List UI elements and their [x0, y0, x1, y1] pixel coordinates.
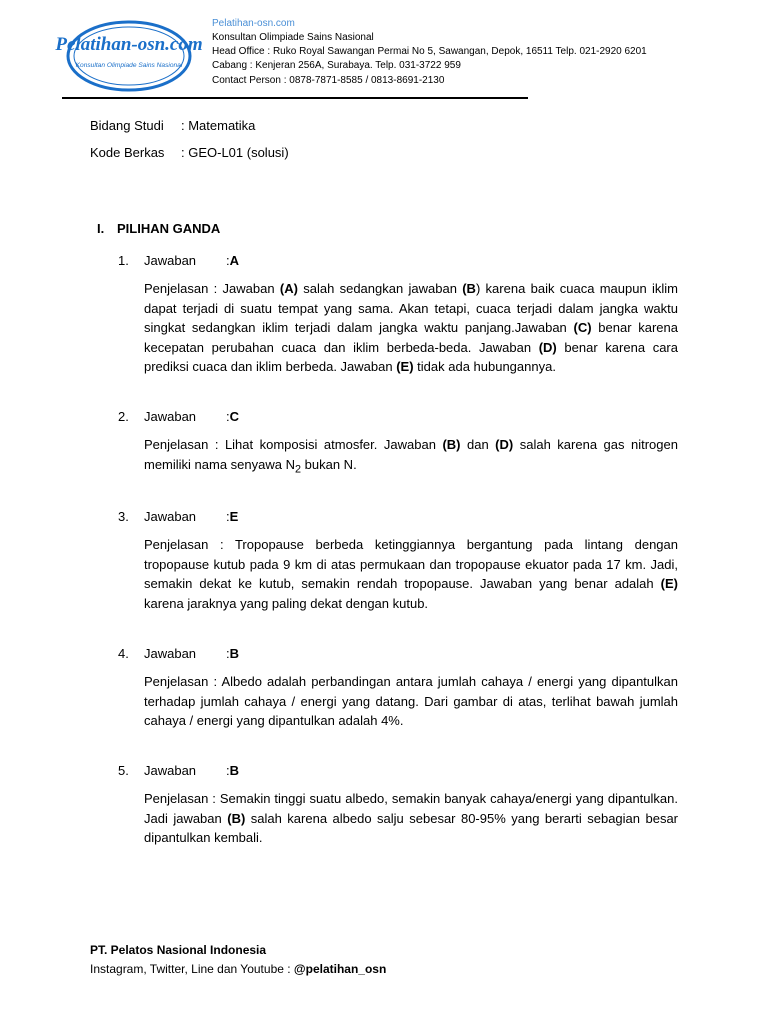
subject-value: : Matematika — [181, 118, 256, 133]
option-ref: (B) — [442, 437, 461, 452]
footer-social-handle: @pelatihan_osn — [293, 962, 387, 976]
explanation-text: tidak ada hubungannya. — [413, 359, 556, 374]
explanation-text: : Jawaban — [213, 281, 280, 296]
answer-value: E — [229, 509, 239, 524]
footer-social-prefix: Instagram, Twitter, Line dan Youtube : — [90, 962, 294, 976]
answer-colon: : — [226, 253, 230, 268]
svg-text:Pelatihan-osn.com: Pelatihan-osn.com — [55, 34, 203, 55]
explanation — [144, 789, 678, 848]
answer-label: Jawaban — [144, 253, 197, 268]
footer-social — [90, 962, 386, 974]
footer-company: PT. Pelatos Nasional Indonesia — [90, 943, 267, 957]
answer-label: Jawaban — [144, 646, 197, 661]
subject-row — [90, 118, 255, 134]
explanation-label: Penjelasan — [144, 437, 209, 452]
explanation-text: : Tropopause berbeda ketinggiannya bergantung pada lintang dengan tropopause kutub pada 9 km di atas permukaan dan tropopause ekuator pada 17 km. Jadi, semakin dekat ke kutub, semakin rendah tropopause. Jawaban yang benar adalah — [144, 537, 678, 591]
answer-row — [118, 253, 678, 269]
question-number: 2. — [118, 409, 129, 424]
header-divider — [62, 97, 528, 99]
answer-value: C — [229, 409, 240, 424]
answer-row — [118, 646, 678, 662]
option-ref: (D) — [538, 339, 557, 355]
header-line-4: Contact Person : 0878-7871-8585 / 0813-8691-2130 — [212, 75, 445, 86]
answer-colon: : — [226, 763, 230, 778]
explanation-text: ) karena baik cuaca maupun iklim dapat terjadi di suatu tempat yang sama. Akan tetapi, cuaca terjadi dalam jangka waktu singkat sedangkan iklim terjadi dalam jangka waktu panjang.Jawaban — [144, 281, 678, 335]
option-ref: (A) — [279, 281, 298, 296]
svg-text:Konsultan Olimpiade Sains Nasi: Konsultan Olimpiade Sains Nasional — [75, 62, 183, 69]
question-number: 4. — [118, 646, 129, 661]
question-item — [118, 253, 678, 377]
header-line-3: Cabang : Kenjeran 256A, Surabaya. Telp. 031-3722 959 — [212, 60, 461, 71]
explanation-text: : Semakin tinggi suatu albedo, semakin banyak cahaya/energi yang dipantulkan. Jadi jawaban — [144, 791, 678, 826]
question-item — [118, 646, 678, 731]
explanation-text: salah sedangkan jawaban — [297, 281, 463, 296]
answer-label: Jawaban — [144, 509, 197, 524]
explanation — [144, 535, 678, 613]
explanation-text: : Albedo adalah perbandingan antara jumlah cahaya / energi yang dipantulkan terhadap jumlah cahaya / energi yang datang. Dari gambar di atas, terlihat bawah jumlah cahaya / energi yang dipantulkan adalah 4%. — [144, 674, 678, 728]
subject-label: Bidang Studi — [90, 118, 164, 133]
option-ref: (B) — [227, 810, 246, 826]
question-number: 5. — [118, 763, 129, 778]
answer-value: B — [229, 763, 240, 778]
question-number: 3. — [118, 509, 129, 524]
section-title: PILIHAN GANDA — [117, 221, 221, 236]
site-name: Pelatihan-osn.com — [212, 18, 295, 29]
answer-colon: : — [226, 409, 230, 424]
file-code-value: : GEO-L01 (solusi) — [181, 145, 289, 160]
answer-colon: : — [226, 509, 230, 524]
question-number: 1. — [118, 253, 129, 268]
explanation-label: Penjelasan — [144, 791, 209, 806]
company-logo — [55, 18, 203, 94]
header-line-1: Konsultan Olimpiade Sains Nasional — [212, 32, 374, 43]
option-ref: (B — [462, 281, 476, 296]
explanation-text: : Lihat komposisi atmosfer. Jawaban — [214, 437, 443, 452]
section-heading — [97, 221, 220, 236]
file-code-row — [90, 145, 289, 161]
option-ref: (E) — [396, 359, 414, 374]
explanation-text: benar karena kecepatan perubahan cuaca dan iklim berbeda-beda. Jawaban — [144, 320, 678, 355]
section-number: I. — [97, 221, 105, 236]
answer-label: Jawaban — [144, 763, 197, 778]
explanation-text: salah karena gas nitrogen memiliki nama senyawa N — [144, 437, 678, 472]
explanation-text: karena jaraknya yang paling dekat dengan kutub. — [144, 595, 429, 611]
subscript: 2 — [295, 463, 302, 476]
file-code-label: Kode Berkas — [90, 145, 165, 160]
explanation-label: Penjelasan — [144, 281, 209, 296]
explanation-label: Penjelasan — [144, 674, 209, 689]
option-ref: (E) — [660, 576, 678, 591]
answer-value: A — [229, 253, 240, 268]
answer-row — [118, 509, 678, 525]
explanation — [144, 279, 678, 377]
explanation-text: benar karena cara prediksi cuaca dan iklim berbeda. Jawaban — [144, 339, 678, 374]
answer-row — [118, 409, 678, 425]
question-item — [118, 509, 678, 613]
answer-colon: : — [226, 646, 230, 661]
answer-label: Jawaban — [144, 409, 197, 424]
explanation — [144, 672, 678, 731]
explanation-text: dan — [460, 437, 496, 452]
explanation-label: Penjelasan — [144, 537, 209, 552]
question-item — [118, 763, 678, 848]
explanation-text: salah karena albedo salju sebesar 80-95% yang berarti sebagian besar dipantulkan kembali. — [144, 810, 679, 845]
option-ref: (C) — [573, 320, 592, 335]
answer-row — [118, 763, 678, 779]
option-ref: (D) — [495, 437, 514, 452]
answer-value: B — [229, 646, 240, 661]
explanation — [144, 435, 678, 480]
header-line-2: Head Office : Ruko Royal Sawangan Permai No 5, Sawangan, Depok, 16511 Telp. 021-2920 6201 — [212, 46, 647, 57]
explanation-text: bukan N. — [301, 456, 357, 472]
question-item — [118, 409, 678, 480]
